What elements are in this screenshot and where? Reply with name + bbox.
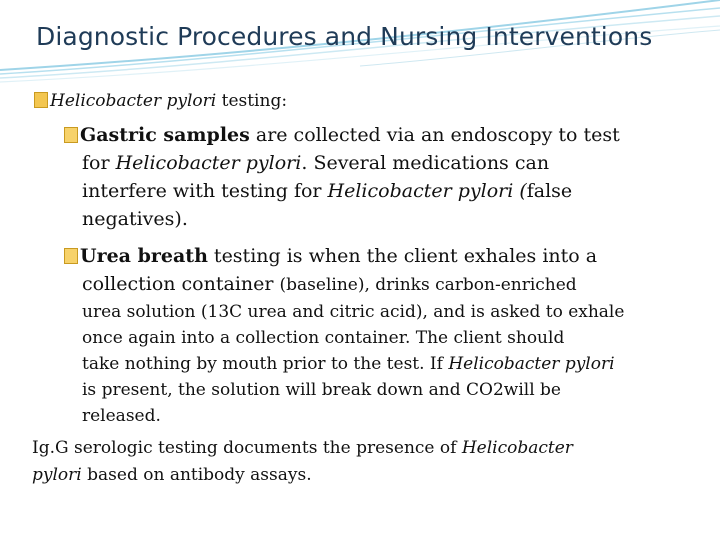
urea-breath-line2: collection container (baseline), drinks carbon-enriched xyxy=(82,273,577,295)
gastric-samples-line4: negatives). xyxy=(82,208,188,230)
gastric-samples-item: Gastric samples are collected via an endoscopy to test xyxy=(64,124,620,146)
bullet-icon xyxy=(64,248,78,264)
level1-item: Helicobacter pylori testing: xyxy=(34,91,287,111)
gastric-samples-line2: for Helicobacter pylori. Several medications can xyxy=(82,152,550,174)
urea-breath-line3: urea solution (13C urea and citric acid), and is asked to exhale xyxy=(82,302,625,322)
bullet-icon xyxy=(34,92,48,108)
serologic-line1: Ig.G serologic testing documents the presence of Helicobacter xyxy=(32,438,573,458)
bullet-icon xyxy=(64,127,78,143)
urea-breath-line6: is present, the solution will break down and CO2will be xyxy=(82,380,561,400)
serologic-line2: pylori based on antibody assays. xyxy=(32,465,312,485)
urea-breath-item: Urea breath testing is when the client exhales into a xyxy=(64,245,597,267)
slide-title: Diagnostic Procedures and Nursing Interventions xyxy=(36,22,653,51)
urea-breath-line5: take nothing by mouth prior to the test. If Helicobacter pylori xyxy=(82,354,615,374)
urea-breath-line7: released. xyxy=(82,406,161,426)
gastric-samples-line3: interfere with testing for Helicobacter pylori (false xyxy=(82,180,573,202)
urea-breath-line4: once again into a collection container. The client should xyxy=(82,328,565,348)
